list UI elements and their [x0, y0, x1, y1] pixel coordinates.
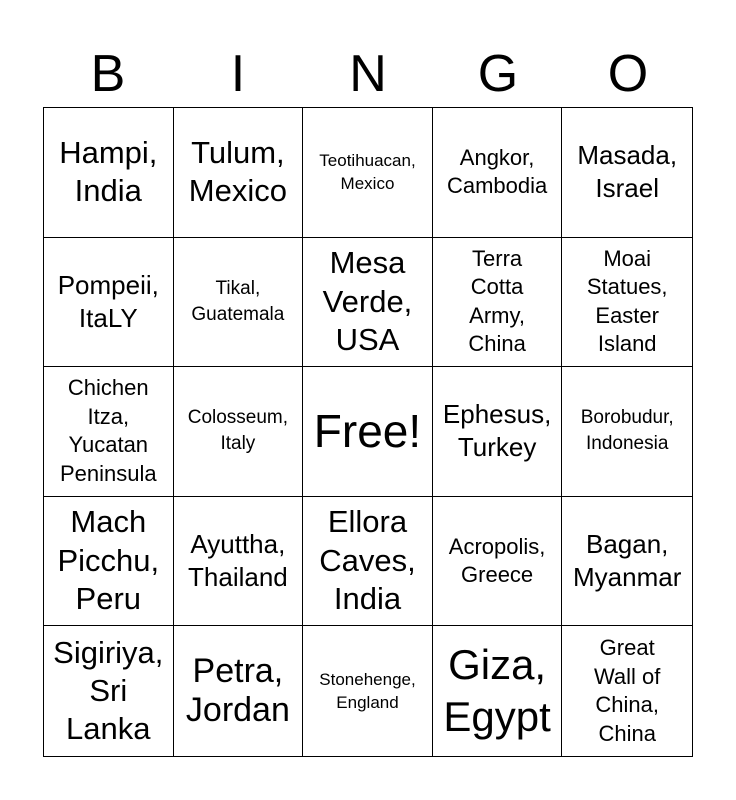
- cell-label: Chichen Itza, Yucatan Peninsula: [59, 375, 157, 487]
- bingo-cell-r1-c5[interactable]: [562, 108, 692, 238]
- cell-label: Terra Cotta Army, China: [468, 245, 526, 357]
- cell-label: Petra, Jordan: [185, 652, 290, 730]
- header-letter-i: I: [230, 45, 246, 103]
- cell-label: Mesa Verde, USA: [322, 245, 413, 358]
- bingo-cell-r5-c2[interactable]: [174, 626, 304, 756]
- cell-label: Teotihuacan, Mexico: [319, 150, 416, 194]
- cell-label: Acropolis, Greece: [448, 533, 546, 588]
- bingo-cell-r2-c5[interactable]: [562, 238, 692, 368]
- cell-label: Moai Statues, Easter Island: [586, 245, 668, 357]
- bingo-cell-r1-c1[interactable]: [44, 108, 174, 238]
- cell-label: Angkor, Cambodia: [446, 144, 548, 199]
- header-letter-o: O: [607, 45, 649, 103]
- header-letter-n: N: [349, 45, 387, 103]
- free-space[interactable]: [303, 367, 433, 497]
- bingo-cell-r3-c1[interactable]: [44, 367, 174, 497]
- bingo-cell-r4-c5[interactable]: [562, 497, 692, 627]
- bingo-cell-r3-c4[interactable]: [433, 367, 563, 497]
- bingo-cell-r4-c2[interactable]: [174, 497, 304, 627]
- cell-label: Stonehenge, England: [319, 669, 416, 713]
- cell-label: Ellora Caves, India: [319, 504, 416, 617]
- bingo-cell-r2-c4[interactable]: [433, 238, 563, 368]
- bingo-header: [43, 40, 693, 108]
- bingo-cell-r5-c4[interactable]: [433, 626, 563, 756]
- header-letter-g: G: [477, 45, 519, 103]
- bingo-cell-r4-c1[interactable]: [44, 497, 174, 627]
- cell-label: Hampi, India: [59, 134, 158, 209]
- bingo-cell-r2-c2[interactable]: [174, 238, 304, 368]
- bingo-cell-r3-c5[interactable]: [562, 367, 692, 497]
- bingo-cell-r1-c2[interactable]: [174, 108, 304, 238]
- cell-label: Borobudur, Indonesia: [580, 407, 674, 455]
- bingo-cell-r4-c4[interactable]: [433, 497, 563, 627]
- cell-label: Pompeii, ItaLY: [57, 269, 159, 333]
- bingo-cell-r1-c4[interactable]: [433, 108, 563, 238]
- bingo-board: [43, 107, 693, 757]
- cell-label: Bagan, Myanmar: [573, 528, 682, 593]
- cell-label: Tikal, Guatemala: [191, 277, 285, 325]
- bingo-cell-r2-c1[interactable]: [44, 238, 174, 368]
- cell-label: Great Wall of China, China: [593, 635, 661, 746]
- bingo-cell-r5-c5[interactable]: [562, 626, 692, 756]
- bingo-cell-r3-c2[interactable]: [174, 367, 304, 497]
- cell-label: Giza, Egypt: [443, 640, 551, 741]
- cell-label: Ayuttha, Thailand: [188, 528, 288, 593]
- cell-label: Mach Picchu, Peru: [57, 504, 160, 617]
- cell-label: Sigiriya, Sri Lanka: [53, 634, 164, 747]
- bingo-cell-r4-c3[interactable]: [303, 497, 433, 627]
- free-space-label: Free!: [313, 405, 422, 458]
- bingo-cell-r5-c1[interactable]: [44, 626, 174, 756]
- bingo-cell-r2-c3[interactable]: [303, 238, 433, 368]
- bingo-cell-r5-c3[interactable]: [303, 626, 433, 756]
- cell-label: Tulum, Mexico: [188, 134, 287, 209]
- cell-label: Ephesus, Turkey: [442, 399, 552, 463]
- header-letter-b: B: [90, 45, 126, 103]
- cell-label: Masada, Israel: [577, 140, 678, 204]
- cell-label: Colosseum, Italy: [187, 407, 289, 455]
- bingo-cell-r1-c3[interactable]: [303, 108, 433, 238]
